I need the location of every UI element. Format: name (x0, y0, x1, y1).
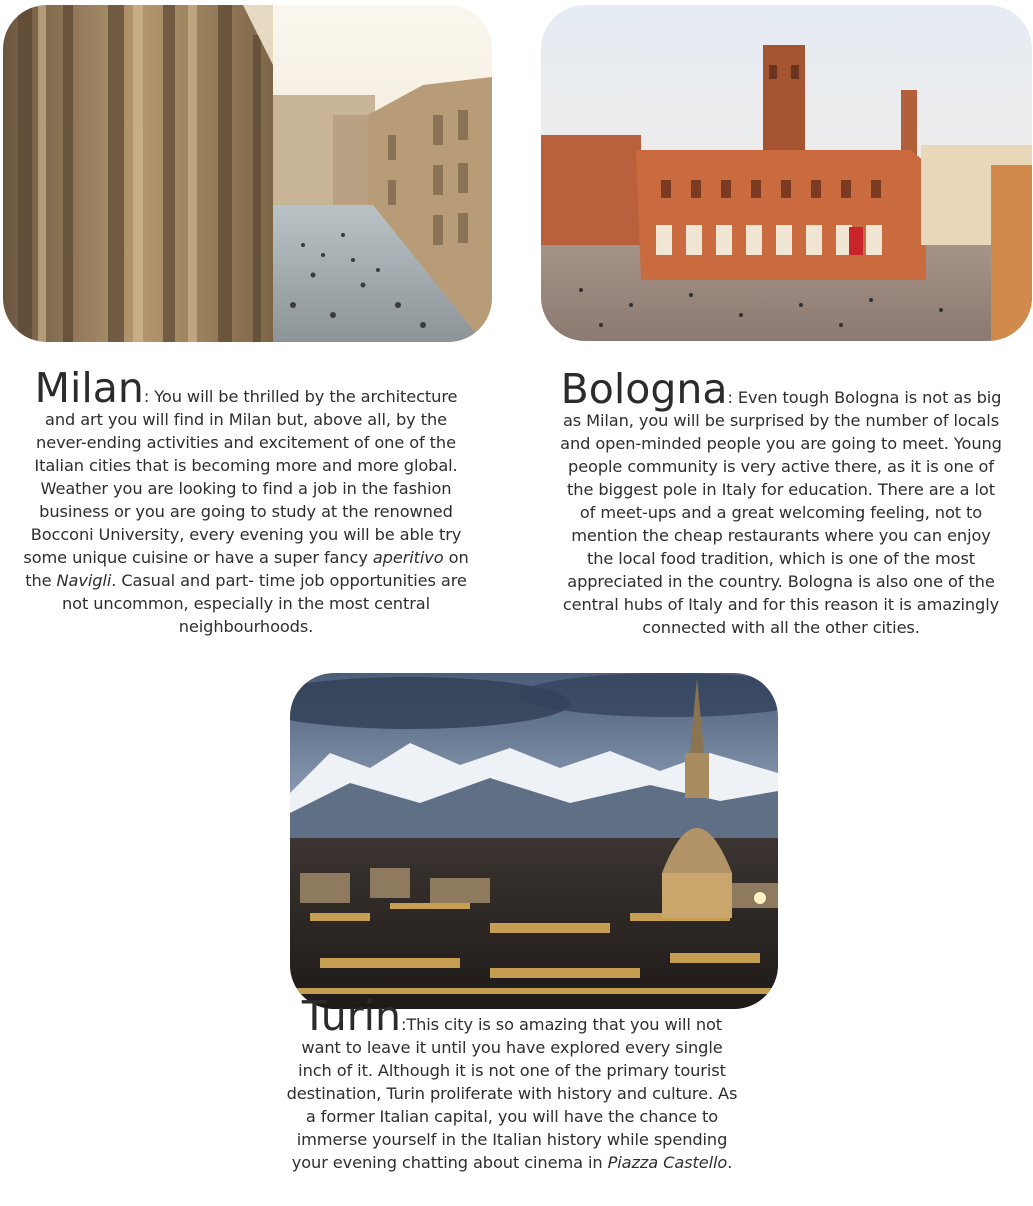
bologna-photo (541, 5, 1032, 341)
turin-photo-illustration (290, 673, 778, 1009)
milan-navigli-italic: Navigli (56, 571, 112, 590)
milan-city-name: Milan (34, 364, 144, 412)
bologna-photo-illustration (541, 5, 1032, 341)
bologna-city-name: Bologna (560, 365, 728, 413)
milan-description (20, 364, 472, 638)
milan-text-lead: : You will be thrilled by the architecture and art you will find in Milan but, above all, by the never-ending activities and excitement of one of the Italian cities that is becoming more and more global. Weather you are looking to find a job in the fashion business or you are going to study at the renowned Bocconi University, every evening you will be able try some unique cuisine or have a super fancy (23, 387, 462, 567)
milan-text-mid: on the (25, 548, 469, 590)
turin-text-tail: . (727, 1153, 733, 1172)
bologna-description (558, 365, 1004, 639)
milan-aperitivo-italic: aperitivo (372, 548, 444, 567)
bologna-text: : Even tough Bologna is not as big as Milan, you will be surprised by the number of locals and open-minded people you are going to meet. Young people community is very active there, as it is one of the biggest pole in Italy for education. There are a lot of meet-ups and a great welcoming feeling, not to mention the cheap restaurants where you can enjoy the local food tradition, which is one of the most appreciated in the country. Bologna is also one of the central hubs of Italy and for this reason it is amazingly connected with all the other cities. (560, 388, 1002, 637)
turin-photo (290, 673, 778, 1009)
milan-text-tail: . Casual and part- time job opportunities are not uncommon, especially in the most central neighbourhoods. (62, 571, 467, 636)
turin-text-lead: :This city is so amazing that you will not want to leave it until you have explored every single inch of it. Although it is not one of the primary tourist destination, Turin proliferate with history and culture. As a former Italian capital, you will have the chance to immerse yourself in the Italian history while spending your evening chatting about cinema in (286, 1015, 738, 1172)
turin-description (286, 992, 738, 1174)
milan-photo (3, 5, 492, 342)
milan-photo-illustration (3, 5, 492, 342)
turin-piazza-castello-italic: Piazza Castello (607, 1153, 728, 1172)
turin-city-name: Turin (301, 992, 401, 1040)
